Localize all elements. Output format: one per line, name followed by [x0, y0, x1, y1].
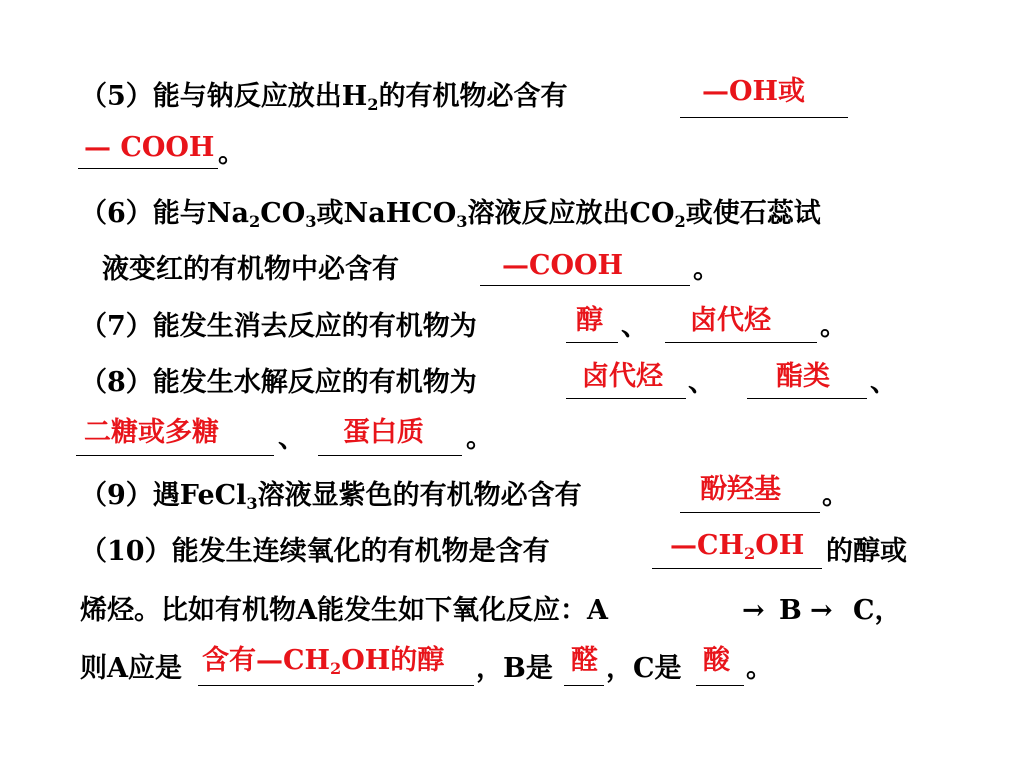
q6-answer: —COOH: [502, 250, 624, 281]
q8-blank-4: [318, 455, 462, 456]
q8-text: （8）能发生水解反应的有机物为: [80, 367, 477, 398]
q7-sep: 、: [621, 311, 648, 342]
q10-blank-1: [652, 568, 822, 569]
q7-blank-1: [566, 342, 618, 343]
q8-answer-3: 二糖或多糖: [84, 417, 219, 448]
q8-sep-1: 、: [688, 367, 715, 398]
q10-blank-3: [564, 685, 604, 686]
q10-line3a: 则A应是: [80, 653, 182, 684]
q8-sep-2: 、: [870, 367, 897, 398]
q5-blank-2: [78, 168, 218, 169]
q10-answer-1: $—CH_2OH$: [670, 530, 805, 563]
q6-text-line2: 液变红的有机物中必含有: [102, 254, 399, 285]
q8-blank-3: [76, 455, 274, 456]
q5-answer-1: —OH或: [702, 76, 806, 107]
q10-answer-4: 酸: [703, 645, 730, 676]
q8-answer-4: 蛋白质: [343, 417, 424, 448]
q10-line3c: ，C是: [606, 653, 682, 684]
q10-blank-4: [696, 685, 744, 686]
q9-answer: 酚羟基: [700, 474, 781, 505]
q10-line3b: ，B是: [476, 653, 553, 684]
q10-end: 。: [746, 653, 773, 684]
q8-end: 。: [466, 423, 493, 454]
q8-answer-2: 酯类: [776, 361, 830, 392]
q6-blank: [480, 285, 690, 286]
q9-blank: [680, 512, 820, 513]
q5-end: 。: [218, 138, 245, 169]
q7-text: （7）能发生消去反应的有机物为: [80, 311, 477, 342]
q5-text: （5）能与钠反应放出$H_2$的有机物必含有: [80, 81, 568, 114]
q5-blank-1: [680, 117, 848, 118]
q10-arrow-2: →: [810, 595, 833, 626]
q10-text: （10）能发生连续氧化的有机物是含有: [80, 536, 550, 567]
q7-end: 。: [820, 311, 847, 342]
q7-answer-2: 卤代烃: [690, 305, 771, 336]
q7-answer-1: 醇: [576, 305, 603, 336]
q6-end: 。: [693, 254, 720, 285]
q8-blank-2: [747, 398, 867, 399]
q10-blank-2: [198, 685, 474, 686]
q6-text: （6）能与$Na_2CO_3$或NaHCO$_3$溶液反应放出$CO_2$或使石蕊试: [80, 198, 821, 231]
q5-answer-2: — COOH: [84, 132, 215, 163]
q10-arrow-1: →: [742, 595, 765, 626]
q10-c: C，: [853, 595, 902, 626]
q10-line2: 烯烃。比如有机物A能发生如下氧化反应：A: [80, 595, 608, 626]
q10-b: B: [779, 595, 802, 626]
q9-text: （9）遇FeCl$_3$溶液显紫色的有机物必含有: [80, 480, 582, 513]
q10-answer-2: 含有$—CH_2OH$的醇: [202, 645, 445, 678]
q9-end: 。: [822, 480, 849, 511]
q8-blank-1: [566, 398, 686, 399]
q8-answer-1: 卤代烃: [582, 361, 663, 392]
q10-text-after: 的醇或: [826, 536, 907, 567]
q10-answer-3: 醛: [571, 645, 598, 676]
q8-sep-3: 、: [278, 423, 305, 454]
q7-blank-2: [665, 342, 817, 343]
